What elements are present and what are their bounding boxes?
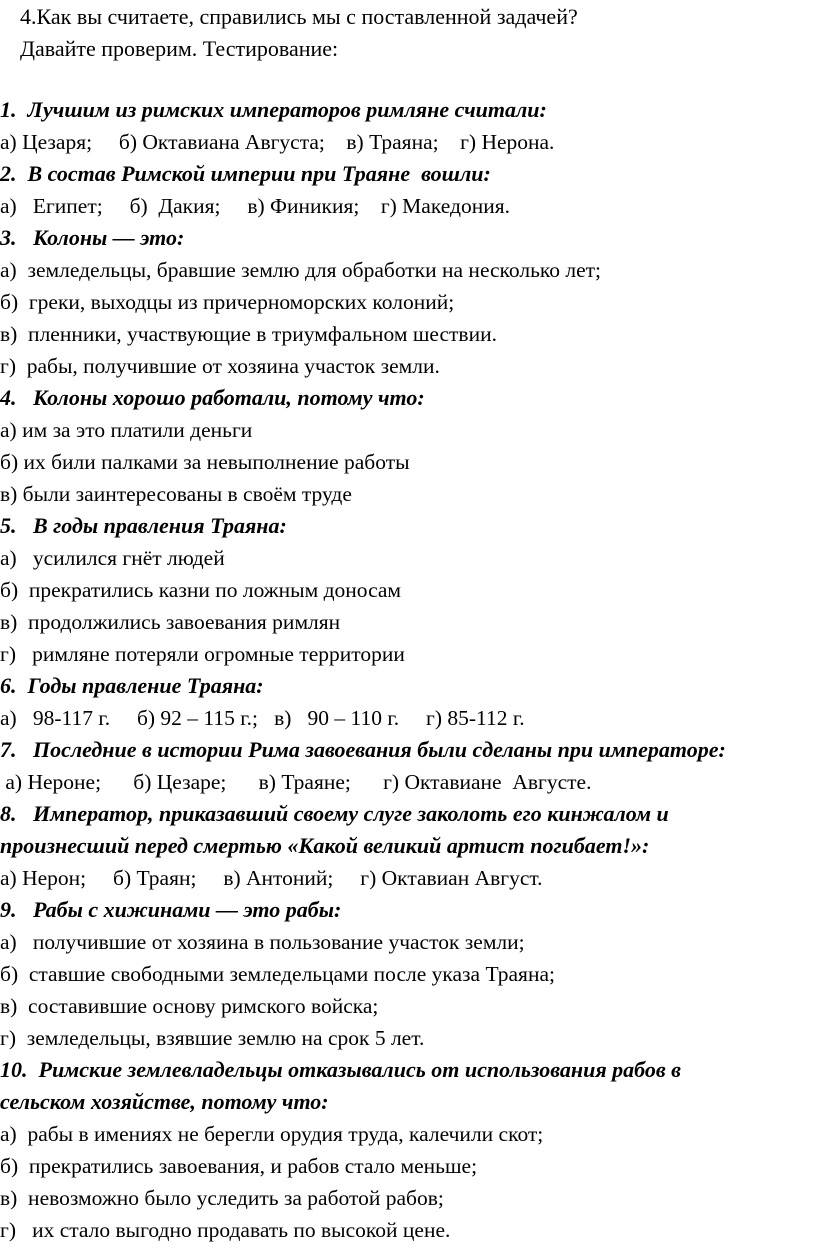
question-block bbox=[0, 670, 816, 734]
answer-option: в) продолжились завоевания римлян bbox=[0, 610, 341, 634]
question-text: 9. Рабы с хижинами — это рабы: bbox=[0, 897, 342, 922]
question-text: 10. Римские землевладельцы отказывались от использования рабов в bbox=[0, 1057, 682, 1082]
answer-option: б) прекратились завоевания, и рабов стало меньше; bbox=[0, 1154, 478, 1178]
question-block bbox=[0, 382, 816, 510]
question-text: 3. Колоны — это: bbox=[0, 225, 185, 250]
answer-option: а) Египет; б) Дакия; в) Финикия; г) Македония. bbox=[0, 194, 510, 218]
answer-option: в) пленники, участвующие в триумфальном шествии. bbox=[0, 322, 497, 346]
quiz-list bbox=[0, 94, 816, 1246]
answer-option: а) Нероне; б) Цезаре; в) Траяне; г) Октавиане Августе. bbox=[0, 770, 592, 794]
question-text: 5. В годы правления Траяна: bbox=[0, 513, 287, 538]
question-block bbox=[0, 798, 816, 894]
answer-option: а) усилился гнёт людей bbox=[0, 546, 225, 570]
question-block bbox=[0, 222, 816, 382]
answer-option: г) римляне потеряли огромные территории bbox=[0, 642, 405, 666]
answer-option: б) греки, выходцы из причерноморских колоний; bbox=[0, 290, 455, 314]
answer-option: г) их стало выгодно продавать по высокой цене. bbox=[0, 1218, 451, 1242]
question-text: 6. Годы правление Траяна: bbox=[0, 673, 264, 698]
question-block bbox=[0, 158, 816, 222]
answer-option: а) получившие от хозяина в пользование участок земли; bbox=[0, 930, 525, 954]
question-text: произнесший перед смертью «Какой великий артист погибает!»: bbox=[0, 833, 650, 858]
intro-line-2: Давайте проверим. Тестирование: bbox=[20, 36, 339, 61]
answer-option: а) 98-117 г. б) 92 – 115 г.; в) 90 – 110 г. г) 85-112 г. bbox=[0, 706, 525, 730]
answer-option: б) ставшие свободными земледельцами после указа Траяна; bbox=[0, 962, 555, 986]
answer-option: г) рабы, получившие от хозяина участок земли. bbox=[0, 354, 440, 378]
answer-option: в) были заинтересованы в своём труде bbox=[0, 482, 352, 506]
answer-option: б) их били палками за невыполнение работы bbox=[0, 450, 410, 474]
question-text: сельском хозяйстве, потому что: bbox=[0, 1089, 329, 1114]
answer-option: а) рабы в имениях не берегли орудия труда, калечили скот; bbox=[0, 1122, 544, 1146]
question-block bbox=[0, 510, 816, 670]
answer-option: г) земледельцы, взявшие землю на срок 5 лет. bbox=[0, 1026, 425, 1050]
answer-option: в) невозможно было уследить за работой рабов; bbox=[0, 1186, 444, 1210]
answer-option: а) Нерон; б) Траян; в) Антоний; г) Октавиан Август. bbox=[0, 866, 543, 890]
question-block bbox=[0, 734, 816, 798]
question-text: 2. В состав Римской империи при Траяне вошли: bbox=[0, 161, 491, 186]
answer-option: а) Цезаря; б) Октавиана Августа; в) Траяна; г) Нерона. bbox=[0, 130, 555, 154]
question-text: 4. Колоны хорошо работали, потому что: bbox=[0, 385, 425, 410]
question-text: 7. Последние в истории Рима завоевания были сделаны при императоре: bbox=[0, 737, 726, 762]
question-text: 1. Лучшим из римских императоров римляне считали: bbox=[0, 97, 547, 122]
answer-option: а) земледельцы, бравшие землю для обработки на несколько лет; bbox=[0, 258, 602, 282]
intro-line-1: 4.Как вы считаете, справились мы с поставленной задачей? bbox=[20, 4, 578, 29]
question-text: 8. Император, приказавший своему слуге заколоть его кинжалом и bbox=[0, 801, 669, 826]
answer-option: а) им за это платили деньги bbox=[0, 418, 253, 442]
answer-option: б) прекратились казни по ложным доносам bbox=[0, 578, 402, 602]
question-block bbox=[0, 894, 816, 1054]
question-block bbox=[0, 1054, 816, 1246]
answer-option: в) составившие основу римского войска; bbox=[0, 994, 379, 1018]
question-block bbox=[0, 94, 816, 158]
